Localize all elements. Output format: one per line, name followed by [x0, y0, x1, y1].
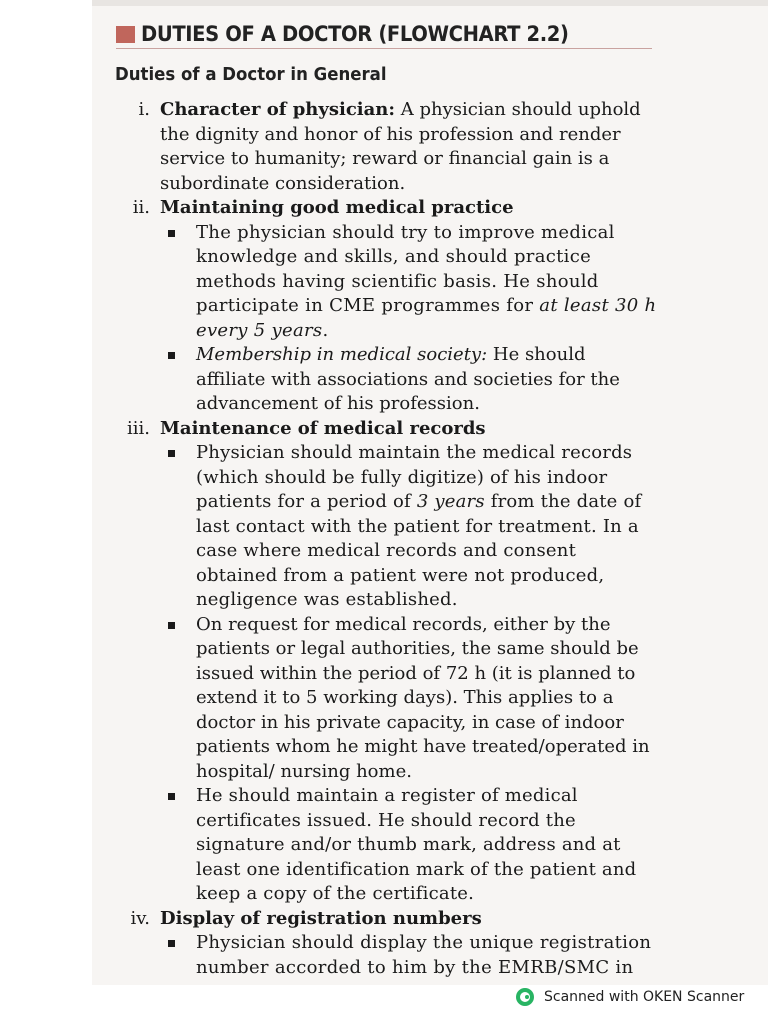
bullet-text: Physician should display the unique registration number accorded to him by the EMRB/SMC in [196, 932, 652, 978]
oken-scanner-logo-icon [516, 988, 534, 1006]
bullet-emphasis: 3 years [416, 491, 485, 512]
bullet-text: He should affiliate with associations and societies for the advancement of his profession. [196, 344, 620, 414]
item-title: Maintaining good medical practice [160, 197, 514, 218]
document-page [92, 0, 768, 985]
section-heading [116, 22, 652, 49]
bullet-text-end: from the date of last contact with the patient for treatment. In a case where medical records and consent obtained from a patient were not produced, negligence was established. [196, 491, 642, 610]
bullet-text: He should maintain a register of medical certificates issued. He should record the signature and/or thumb mark, address and at least one identification mark of the patient and keep a copy of the certificate. [196, 785, 637, 904]
bullet-square-icon [168, 230, 175, 237]
item-number: iv. [130, 907, 150, 929]
bullet-square-icon [168, 940, 175, 947]
bullet-emphasis: Membership in medical society: [196, 344, 488, 365]
bullet-item [160, 221, 660, 344]
bullet-square-icon [168, 793, 175, 800]
duty-item [92, 98, 660, 196]
scanner-text: Scanned with OKEN Scanner [544, 989, 745, 1005]
page-title: DUTIES OF A DOCTOR (FLOWCHART 2.2) [141, 22, 569, 46]
bullet-item [160, 441, 660, 613]
bullet-item [160, 343, 660, 417]
duty-item [92, 417, 660, 907]
bullet-text: On request for medical records, either by the patients or legal authorities, the same should be issued within the period of 72 h (it is planned to extend it to 5 working days). This applies to a doctor in his private capacity, in case of indoor patients whom he might have treated/operated in hospital/ nursing home. [196, 613, 650, 782]
item-number: ii. [132, 197, 150, 218]
page-subtitle: Duties of a Doctor in General [115, 64, 387, 85]
bullet-text: Physician should maintain the medical records (which should be fully digitize) of his indoor patients for a period of [196, 442, 633, 512]
item-number: i. [138, 99, 150, 120]
page-top-edge [92, 0, 768, 6]
bullet-square-icon [168, 352, 175, 359]
item-text: A physician should uphold the dignity and honor of his profession and render service to humanity; reward or financial gain is a subordinate consideration. [160, 99, 641, 194]
duty-item [92, 907, 660, 981]
item-title: Display of registration numbers [160, 907, 482, 929]
duty-item [92, 196, 660, 417]
item-title: Character of physician: [160, 99, 396, 120]
bullet-item [160, 784, 660, 907]
duties-list [92, 98, 768, 980]
bullet-emphasis: at least 30 h every 5 years [196, 295, 657, 341]
bullet-square-icon [168, 450, 175, 457]
item-number: iii. [127, 417, 150, 439]
bullet-text-end: . [322, 319, 329, 341]
bullet-item [160, 613, 660, 785]
bullet-item [160, 931, 660, 980]
heading-square-icon [116, 26, 135, 43]
bullet-text: The physician should try to improve medical knowledge and skills, and should practice methods having scientific basis. He should participate in CME programmes for [196, 221, 615, 316]
bullet-square-icon [168, 622, 175, 629]
item-title: Maintenance of medical records [160, 417, 486, 439]
scanner-watermark [516, 988, 744, 1006]
